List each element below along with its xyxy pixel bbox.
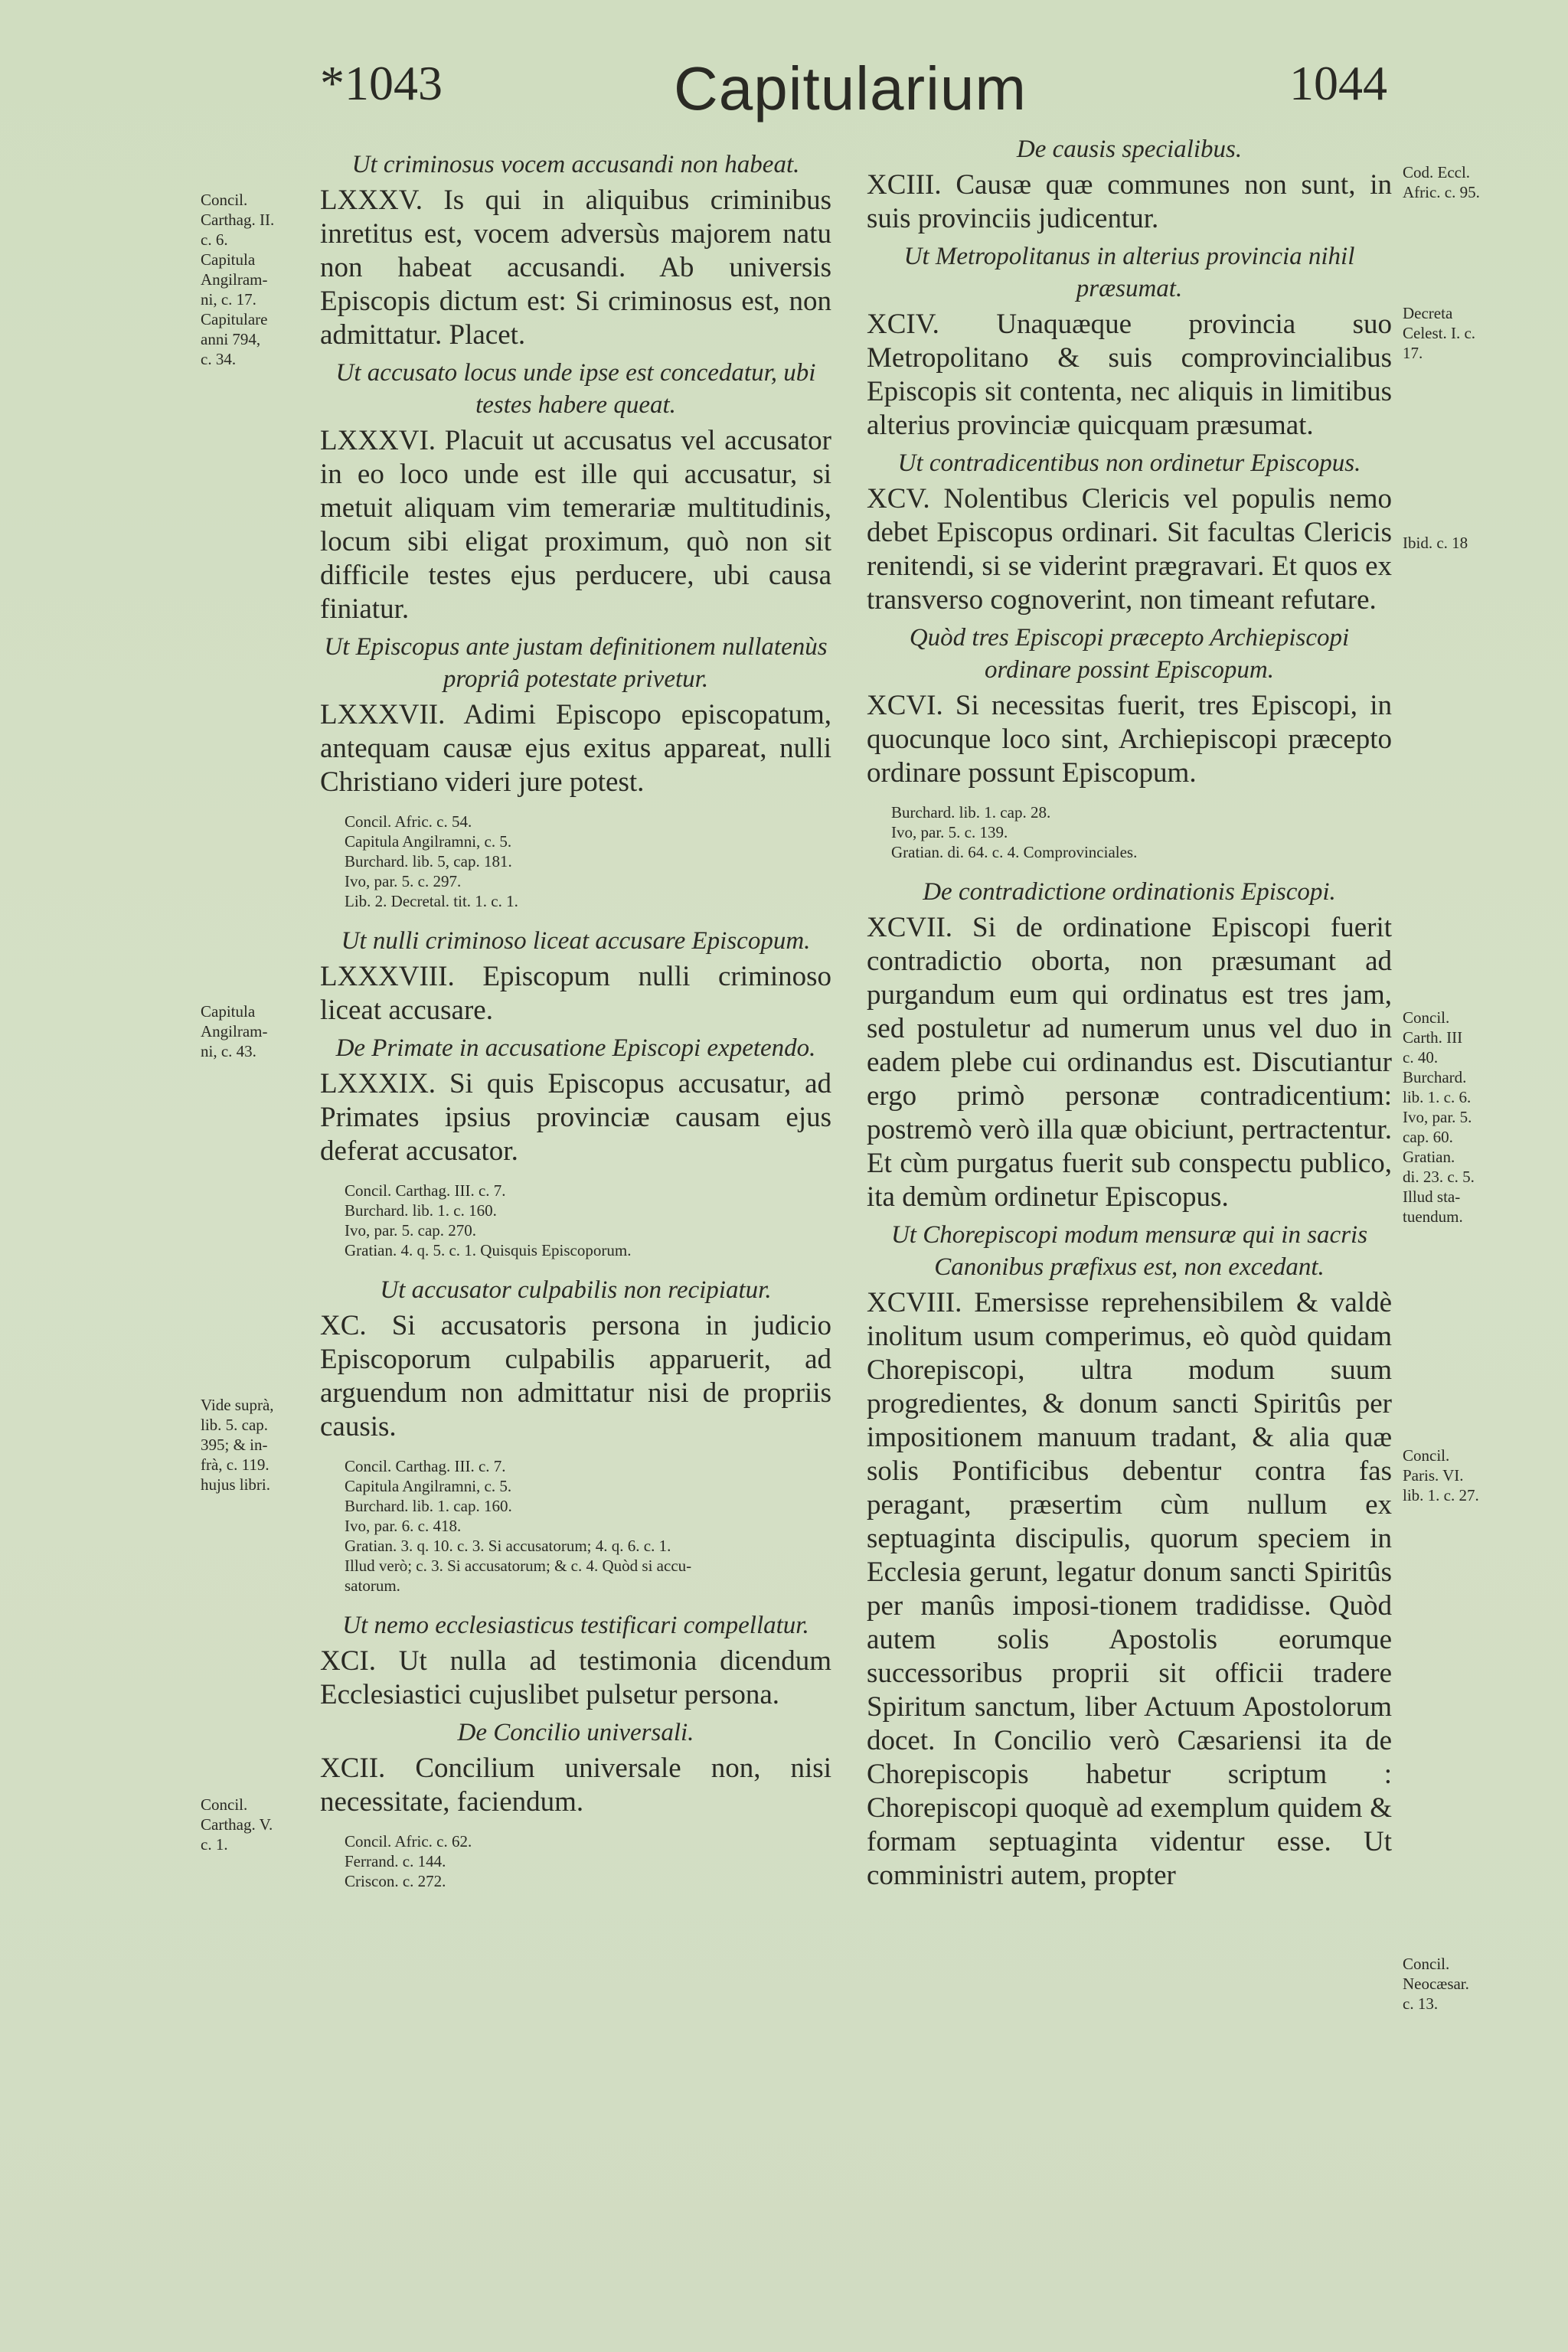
left-margin-note: Concil. Carthag. II. c. 6. Capitula Angilram- ni, c. 17. Capitulare anni 794, c. 34. — [201, 191, 275, 368]
canon-text: XCIV. Unaquæque provincia suo Metropolitano & suis comprovincialibus Episcopis sit contenta, nec aliquis in limitibus alterius provinciæ quicquam præsumat. — [867, 309, 1392, 441]
canon-text: LXXXVII. Adimi Episcopo episcopatum, antequam causæ ejus exitus appareat, nulli Christiano videri jure potest. — [320, 699, 831, 798]
running-title: Capitularium — [674, 54, 1027, 122]
section-heading: Ut criminosus vocem accusandi non habeat. — [351, 151, 800, 178]
left-margin-note: Capitula Angilram- ni, c. 43. — [201, 1002, 268, 1060]
right-margin-note: Decreta Celest. I. c. 17. — [1403, 304, 1476, 362]
left-margin-note: Vide suprà, lib. 5. cap. 395; & in- frà, c. 119. hujus libri. — [201, 1396, 274, 1494]
section-heading: De causis specialibus. — [1016, 136, 1243, 163]
canon-text: XC. Si accusatoris persona in judicio Episcoporum culpabilis apparuerit, ad arguendum non admittatur nisi de propriis causis. — [320, 1310, 831, 1442]
section-heading: De Primate in accusatione Episcopi expetendo. — [335, 1034, 816, 1062]
right-margin-note: Concil. Carth. III c. 40. Burchard. lib. 1. c. 6. Ivo, par. 5. cap. 60. Gratian. di. 23. c. 5. Illud sta- tuendum. — [1403, 1008, 1475, 1226]
section-heading: De Concilio universali. — [457, 1719, 694, 1746]
canon-text: XCV. Nolentibus Clericis vel populis nemo debet Episcopus ordinari. Sit facultas Clericis renitendi, si se viderint prægravari. Et quos ex transverso cognoverint, non timeant refutare. — [867, 483, 1392, 616]
right-margin-note: Concil. Neocæsar. c. 13. — [1403, 1955, 1469, 2013]
canon-text: LXXXV. Is qui in aliquibus criminibus inretitus est, vocem adversùs majorem natu non habeat accusandi. Ab universis Episcopis dictum est: Si criminosus est, non admittatur. Placet. — [320, 185, 831, 351]
section-heading: Quòd tres Episcopi præcepto Archiepiscopi ordinare possint Episcopum. — [909, 624, 1350, 684]
canon-text: XCII. Concilium universale non, nisi necessitate, faciendum. — [320, 1753, 831, 1818]
reference-list: Burchard. lib. 1. cap. 28. Ivo, par. 5. c. 139. Gratian. di. 64. c. 4. Comprovinciales. — [891, 803, 1138, 861]
reference-list: Concil. Afric. c. 54. Capitula Angilramni, c. 5. Burchard. lib. 5, cap. 181. Ivo, par. 5. c. 297. Lib. 2. Decretal. tit. 1. c. 1. — [345, 812, 518, 910]
reference-list: Concil. Afric. c. 62. Ferrand. c. 144. Criscon. c. 272. — [345, 1832, 472, 1890]
canon-text: XCI. Ut nulla ad testimonia dicendum Ecclesiastici cujuslibet pulsetur persona. — [320, 1645, 831, 1710]
section-heading: Ut Metropolitanus in alterius provincia nihil præsumat. — [903, 243, 1355, 302]
right-margin-note: Concil. Paris. VI. lib. 1. c. 27. — [1403, 1446, 1479, 1504]
canon-text: XCVI. Si necessitas fuerit, tres Episcopi, in quocunque loco sint, Archiepiscopi præcepto ordinare possunt Episcopum. — [867, 690, 1392, 789]
section-heading: Ut contradicentibus non ordinetur Episcopus. — [897, 449, 1361, 477]
canon-text: XCIII. Causæ quæ communes non sunt, in suis provinciis judicentur. — [867, 169, 1392, 234]
right-margin-note: Cod. Eccl. Afric. c. 95. — [1403, 163, 1480, 201]
left-page-number: *1043 — [320, 56, 443, 110]
section-heading: Ut nulli criminoso liceat accusare Episcopum. — [341, 927, 811, 955]
left-margin-note: Concil. Carthag. V. c. 1. — [201, 1795, 273, 1854]
left-text-column — [320, 144, 831, 1905]
right-page-number: 1044 — [1289, 56, 1387, 110]
section-heading: Ut nemo ecclesiasticus testificari compellatur. — [342, 1612, 809, 1639]
canon-text: LXXXVIII. Episcopum nulli criminoso liceat accusare. — [320, 961, 831, 1026]
canon-text: LXXXIX. Si quis Episcopus accusatur, ad Primates ipsius provinciæ causam ejus deferat accusator. — [320, 1068, 831, 1167]
section-heading: Ut accusator culpabilis non recipiatur. — [380, 1276, 772, 1304]
canon-text: XCVIII. Emersisse reprehensibilem & valdè inolitum usum comperimus, eò quòd quidam Chorepiscopi, ultra modum suum progredientes, & donum sancti Spiritûs per impositionem manuum tradant, & alia quæ solis Pontificibus debentur contra fas peragant, præsertim cùm nullum ex septuaginta discipulis, quorum speciem in Ecclesia gerunt, legatur donum sancti Spiritûs per manûs imposi-tionem tradidisse. Quòd autem solis Apostolis eorumque successoribus proprii sit officii tradere Spiritum sanctum, liber Actuum Apostolorum docet. In Concilio verò Cæsariensi ita de Chorepiscopis habetur scriptum : Chorepiscopi quoquè ad exemplum quidem & formam septuaginta videntur esse. Ut comministri autem, propter — [867, 1287, 1392, 1891]
canon-text: XCVII. Si de ordinatione Episcopi fuerit contradictio oborta, non præsumant ad purgandum eum qui ordinatus est tres jam, sed postuletur ad numerum unus vel duo in eadem plebe cui ordinandus est. Discutiantur ergo primò personæ contradicentium: postremò verò illa quæ obiciunt, pertractentur. Et cùm purgatus fuerit sub conspectu publico, ita demùm ordinetur Episcopus. — [867, 912, 1392, 1213]
section-heading: Ut Chorepiscopi modum mensuræ qui in sacris Canonibus præfixus est, non excedant. — [890, 1221, 1368, 1281]
reference-list: Concil. Carthag. III. c. 7. Capitula Angilramni, c. 5. Burchard. lib. 1. cap. 160. Ivo, par. 6. c. 418. Gratian. 3. q. 10. c. 3. Si accusatorum; 4. q. 6. c. 1. Illud verò; c. 3. Si accusatorum; & c. 4. Quòd si accu- satorum. — [345, 1457, 692, 1595]
canon-text: LXXXVI. Placuit ut accusatus vel accusator in eo loco unde est ille qui accusatur, si metuit aliquam vim temerariæ multitudinis, locum sibi eligat proximum, quò non sit difficile testes ejus perducere, ubi causa finiatur. — [320, 425, 831, 625]
section-heading: Ut Episcopus ante justam definitionem nullatenùs propriâ potestate privetur. — [324, 633, 828, 693]
reference-list: Concil. Carthag. III. c. 7. Burchard. lib. 1. c. 160. Ivo, par. 5. cap. 270. Gratian. 4. q. 5. c. 1. Quisquis Episcoporum. — [345, 1181, 632, 1259]
section-heading: Ut accusato locus unde ipse est concedatur, ubi testes habere queat. — [335, 359, 816, 419]
right-text-column — [867, 129, 1392, 1896]
right-margin-note: Ibid. c. 18 — [1403, 534, 1468, 552]
section-heading: De contradictione ordinationis Episcopi. — [923, 878, 1336, 906]
